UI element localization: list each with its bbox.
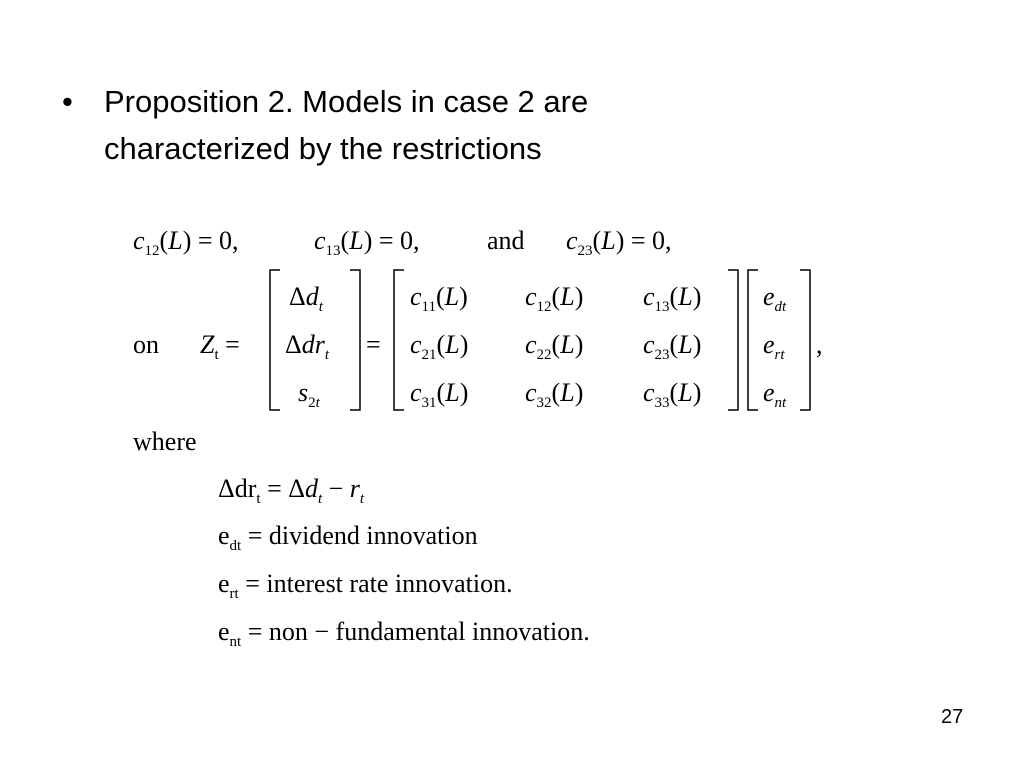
c13-cell: $c_{13}(L)$ (643, 282, 702, 315)
definition-ert: $e_{rt}$ = interest rate innovation. (218, 569, 513, 602)
definition-ent: $e_{nt}$ = non − fundamental innovation. (218, 617, 590, 650)
trailing-comma: , (816, 330, 823, 359)
bullet-dot: • (62, 84, 73, 119)
c31-cell: $c_{31}(L)$ (410, 378, 469, 411)
bullet-line-2: characterized by the restrictions (104, 131, 542, 166)
z-lhs: $Z_t$ = (200, 330, 240, 363)
restriction-c23: $c_{23}(L) = 0$, (566, 226, 672, 259)
c21-cell: $c_{21}(L)$ (410, 330, 469, 363)
c22-cell: $c_{22}(L)$ (525, 330, 584, 363)
restriction-c13: $c_{13}(L) = 0$, (314, 226, 420, 259)
z-entry-2: Δdr$_t$ (285, 330, 330, 363)
page-number: 27 (941, 706, 964, 728)
bullet-line-1: Proposition 2. Models in case 2 are (104, 84, 589, 119)
e-dt-cell: $e_{dt}$ (763, 282, 787, 315)
c32-cell: $c_{32}(L)$ (525, 378, 584, 411)
e-nt-cell: $e_{nt}$ (763, 378, 787, 411)
restriction-c12: $c_{12}(L) = 0$, (133, 226, 239, 259)
c12-cell: $c_{12}(L)$ (525, 282, 584, 315)
definition-ddr: $\Delta dr_t = \Delta d_t - r_t$ (218, 474, 365, 507)
z-entry-3: $s_{2t}$ (298, 378, 320, 411)
equals-sign: = (366, 330, 381, 359)
c33-cell: $c_{33}(L)$ (643, 378, 702, 411)
on-word: on (133, 330, 159, 359)
where-word: where (133, 427, 197, 456)
c23-cell: $c_{23}(L)$ (643, 330, 702, 363)
and-word: and (487, 226, 525, 255)
z-entry-1: $\Delta d_t$ (289, 282, 323, 315)
c11-cell: $c_{11}(L)$ (410, 282, 468, 315)
e-rt-cell: $e_{rt}$ (763, 330, 785, 363)
definition-edt: $e_{dt}$ = dividend innovation (218, 521, 478, 554)
